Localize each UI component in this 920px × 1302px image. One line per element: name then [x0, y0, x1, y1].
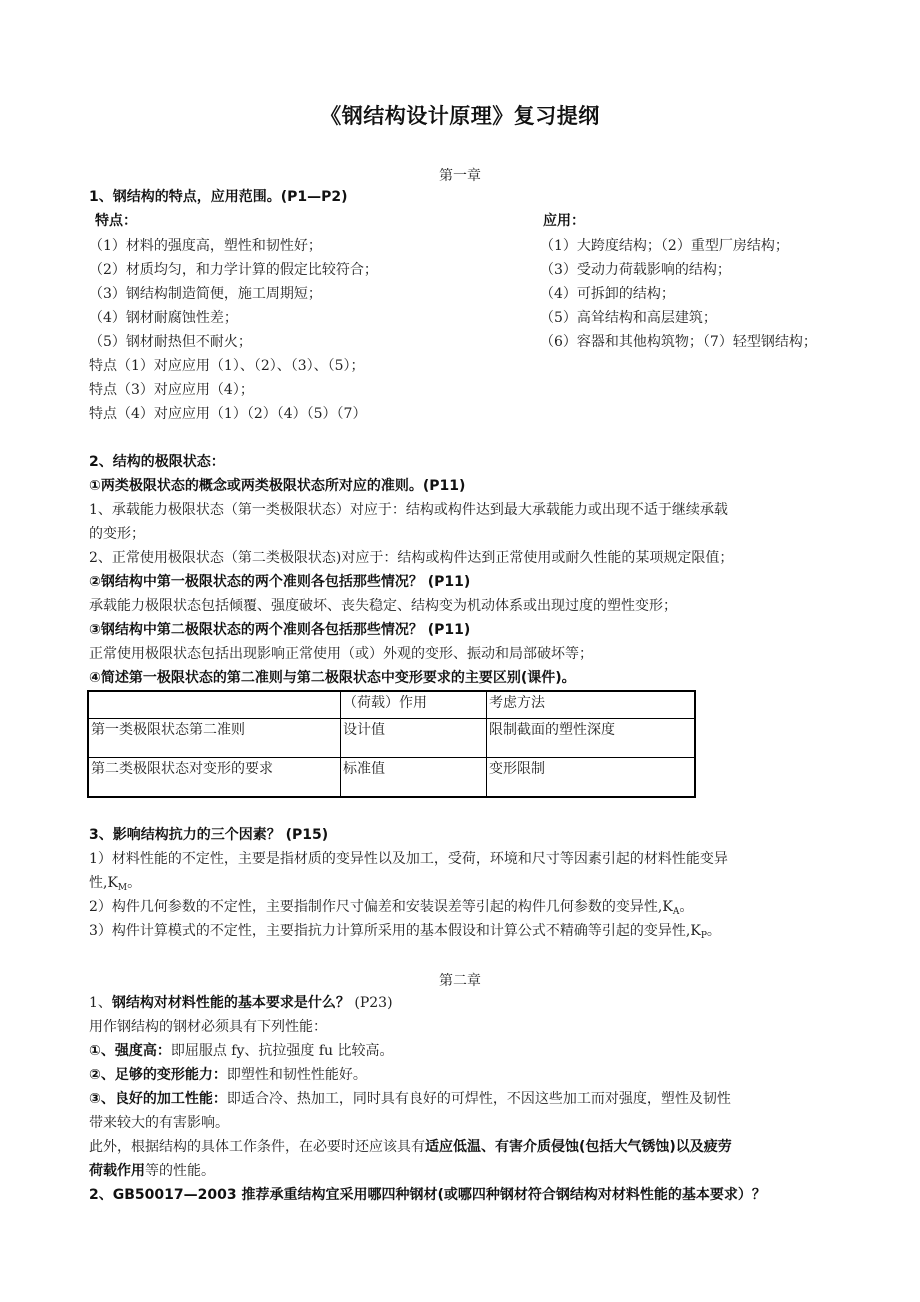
extra-text: 此外，根据结构的具体工作条件，在必要时还应该具有 [89, 1139, 425, 1155]
table-header-cell: （荷载）作用 [341, 691, 487, 719]
ch1-q2-sub2-text: 承载能力极限状态包括倾覆、强度破坏、丧失稳定、结构变为机动体系或出现过度的塑性变形； [89, 598, 677, 614]
ch1-q2-sub2-title: ②钢结构中第一极限状态的两个准则各包括那些情况？ (P11) [89, 574, 471, 590]
item3-end: 。 [706, 923, 721, 939]
item3-text: 3）构件计算模式的不定性，主要指抗力计算所采用的基本假设和计算公式不精确等引起的变异性,K [89, 923, 701, 939]
point-2-text: 即塑性和韧性性能好。 [226, 1067, 367, 1083]
ch1-q3-title: 3、影响结构抗力的三个因素？ (P15) [89, 827, 329, 843]
ch1-q2-sub3-title: ③钢结构中第二极限状态的两个准则各包括那些情况？ (P11) [89, 622, 471, 638]
table-header-row [88, 691, 695, 719]
item1-end: 。 [127, 875, 142, 891]
point-2-label: ②、足够的变形能力： [89, 1067, 227, 1083]
mapping-line: 特点（3）对应应用（4）； [89, 382, 254, 398]
ch2-extra-line-1 [89, 1138, 732, 1156]
chapter-1-heading: 第一章 [439, 168, 481, 184]
ch1-q2-sub4-title: ④简述第一极限状态的第二准则与第二极限状态中变形要求的主要区别(课件)。 [89, 670, 576, 686]
application-item: （1）大跨度结构；（2）重型厂房结构； [540, 238, 789, 254]
item2-text: 2）构件几何参数的不定性，主要指制作尺寸偏差和安装误差等引起的构件几何参数的变异性,K [89, 899, 673, 915]
point-1-text: 即屈服点 fy、抗拉强度 fu 比较高。 [170, 1043, 394, 1059]
features-label: 特点： [95, 213, 137, 229]
ch2-q2-title: 2、GB50017—2003 推荐承重结构宜采用哪四种钢材(或哪四种钢材符合钢结构对材料性能的基本要求）？ [89, 1187, 766, 1203]
q1-title-bold: 钢结构对材料性能的基本要求是什么？ [111, 995, 350, 1011]
ch1-q2-title: 2、结构的极限状态： [89, 454, 225, 470]
item2-subscript: A [672, 907, 680, 917]
application-item: （3）受动力荷载影响的结构； [540, 262, 731, 278]
ch1-q3-item2 [89, 898, 693, 921]
table-header-cell [88, 691, 341, 719]
feature-item: （1）材料的强度高，塑性和韧性好； [89, 238, 322, 254]
comparison-table [87, 690, 696, 798]
ch1-q2-sub1-line: 2、正常使用极限状态（第二类极限状态)对应于：结构或构件达到正常使用或耐久性能的某项规定限值； [89, 550, 734, 566]
extra-bold-text: 适应低温、有害介质侵蚀(包括大气锈蚀)以及疲劳 [425, 1139, 732, 1155]
extra-end: 等的性能。 [145, 1163, 215, 1179]
feature-item: （4）钢材耐腐蚀性差； [89, 310, 238, 326]
ch2-extra-line-2 [89, 1162, 215, 1180]
table-cell: 限制截面的塑性深度 [487, 719, 696, 758]
ch2-q1-title [89, 994, 393, 1012]
feature-item: （5）钢材耐热但不耐火； [89, 334, 252, 350]
ch2-point-3 [89, 1090, 731, 1108]
ch2-q1-intro: 用作钢结构的钢材必须具有下列性能： [89, 1019, 327, 1035]
ch1-q1-title: 1、钢结构的特点，应用范围。(P1—P2) [89, 189, 348, 205]
ch1-q3-item3 [89, 922, 721, 945]
ch1-q3-item1-a: 1）材料性能的不定性，主要是指材质的变异性以及加工，受荷，环境和尺寸等因素引起的材料性能变异 [89, 851, 728, 867]
table-cell: 第二类极限状态对变形的要求 [88, 758, 341, 798]
q1-prefix: 1、 [89, 995, 112, 1011]
table-cell: 设计值 [341, 719, 487, 758]
table-cell: 第一类极限状态第二准则 [88, 719, 341, 758]
item3-subscript: P [700, 931, 707, 941]
item1-text: 性,K [89, 875, 118, 891]
application-item: （6）容器和其他构筑物；（7）轻型钢结构； [540, 334, 817, 350]
ch1-q2-sub3-text: 正常使用极限状态包括出现影响正常使用（或）外观的变形、振动和局部破坏等； [89, 646, 593, 662]
mapping-line: 特点（1）对应应用（1）、（2）、（3）、（5）； [89, 358, 365, 374]
point-3-label: ③、良好的加工性能： [89, 1091, 227, 1107]
applications-label: 应用： [543, 213, 585, 229]
table-row [88, 719, 695, 758]
table-cell: 标准值 [341, 758, 487, 798]
ch1-q2-sub1-line: 1、承载能力极限状态（第一类极限状态）对应于：结构或构件达到最大承载能力或出现不适于继续承载 [89, 502, 728, 518]
application-item: （4）可拆卸的结构； [540, 286, 675, 302]
feature-item: （2）材质均匀，和力学计算的假定比较符合； [89, 262, 378, 278]
ch2-point-1 [89, 1042, 394, 1060]
extra-bold-text: 荷载作用 [89, 1163, 145, 1179]
item2-end: 。 [679, 899, 694, 915]
mapping-line: 特点（4）对应应用（1）（2）（4）（5）（7） [89, 406, 367, 422]
point-1-label: ①、强度高： [89, 1043, 171, 1059]
feature-item: （3）钢结构制造简便，施工周期短； [89, 286, 322, 302]
q1-page-ref: (P23) [349, 995, 393, 1011]
application-item: （5）高耸结构和高层建筑； [540, 310, 717, 326]
ch2-point-2 [89, 1066, 367, 1084]
item1-subscript: M [117, 883, 128, 893]
point-3-text: 即适合冷、热加工，同时具有良好的可焊性，不因这些加工而对强度，塑性及韧性 [226, 1091, 731, 1107]
table-cell: 变形限制 [487, 758, 696, 798]
ch1-q3-item1-b [89, 874, 141, 897]
ch1-q2-sub1-title: ①两类极限状态的概念或两类极限状态所对应的准则。(P11) [89, 478, 466, 494]
ch1-q2-sub1-line: 的变形； [89, 526, 145, 542]
table-row [88, 758, 695, 798]
chapter-2-heading: 第二章 [439, 973, 481, 989]
table-header-cell: 考虑方法 [487, 691, 696, 719]
document-title: 《钢结构设计原理》复习提纲 [320, 104, 600, 128]
ch2-point-3-cont: 带来较大的有害影响。 [89, 1115, 229, 1131]
